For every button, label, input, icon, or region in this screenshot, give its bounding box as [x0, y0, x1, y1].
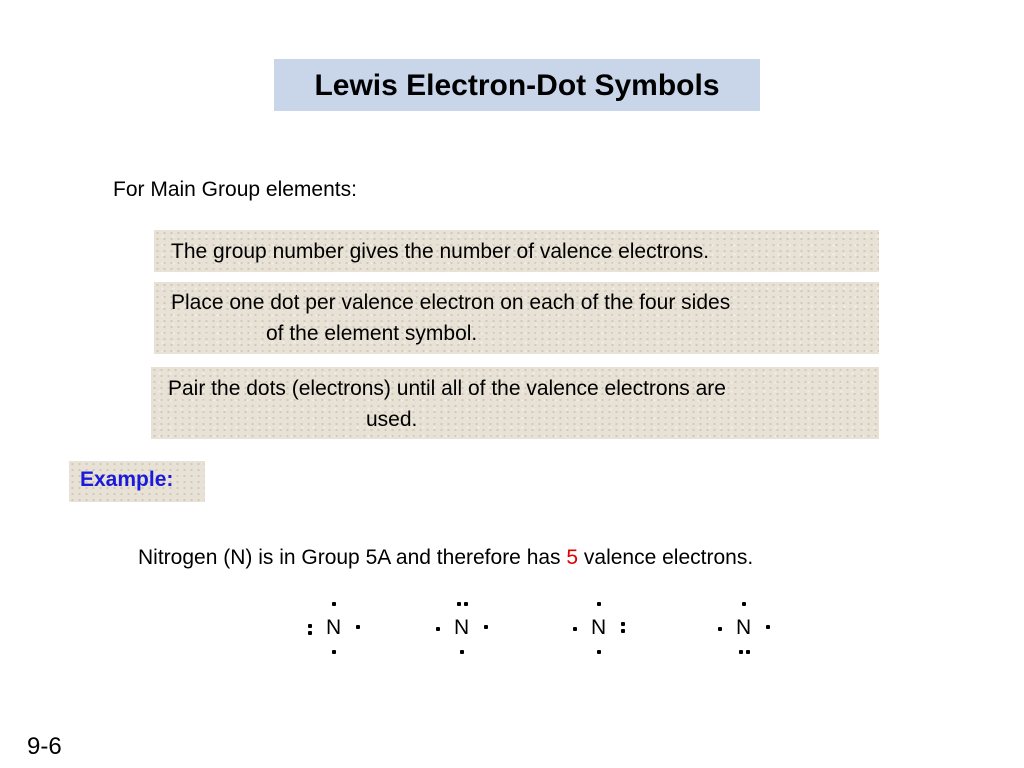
electron-dot-right: [356, 625, 360, 629]
element-symbol: N: [736, 616, 752, 639]
rule-box-1: [154, 230, 879, 272]
electron-dot-right: [621, 622, 625, 626]
valence-count-highlight: 5: [566, 546, 579, 569]
electron-dot-right: [621, 629, 625, 633]
electron-dot-top: [332, 602, 336, 606]
slide-title: Lewis Electron-Dot Symbols: [314, 69, 720, 102]
rule-3-line-2: used.: [366, 408, 418, 431]
electron-dot-top: [457, 602, 461, 606]
electron-dot-left: [436, 627, 440, 631]
electron-dot-bottom: [332, 650, 336, 654]
rule-2-line-1: Place one dot per valence electron on each of the four sides: [171, 291, 731, 314]
rule-3-line-1: Pair the dots (electrons) until all of the valence electrons are: [168, 377, 726, 400]
electron-dot-top: [464, 602, 468, 606]
electron-dot-top: [742, 602, 746, 606]
electron-dot-left: [308, 631, 312, 635]
slide-number: 9-6: [27, 733, 62, 760]
element-symbol: N: [454, 616, 470, 639]
example-label: Example:: [69, 461, 205, 502]
element-symbol: N: [591, 616, 607, 639]
nitrogen-statement: [138, 546, 753, 570]
element-symbol: N: [326, 616, 342, 639]
electron-dot-right: [766, 625, 770, 629]
electron-dot-bottom: [460, 650, 464, 654]
electron-dot-right: [484, 625, 488, 629]
electron-dot-left: [308, 624, 312, 628]
rule-box-2: [154, 282, 879, 354]
electron-dot-bottom: [739, 650, 743, 654]
electron-dot-bottom: [597, 650, 601, 654]
nitrogen-text-before: Nitrogen (N) is in Group 5A and therefore has: [138, 546, 567, 569]
rule-1-text: The group number gives the number of valence electrons.: [171, 240, 710, 263]
electron-dot-left: [573, 627, 577, 631]
electron-dot-top: [597, 602, 601, 606]
electron-dot-left: [718, 627, 722, 631]
intro-text: For Main Group elements:: [113, 178, 357, 201]
rule-box-3: [151, 367, 879, 439]
title-banner: [274, 59, 760, 111]
electron-dot-bottom: [746, 650, 750, 654]
nitrogen-text-after: valence electrons.: [578, 546, 754, 569]
rule-2-line-2: of the element symbol.: [266, 322, 478, 345]
